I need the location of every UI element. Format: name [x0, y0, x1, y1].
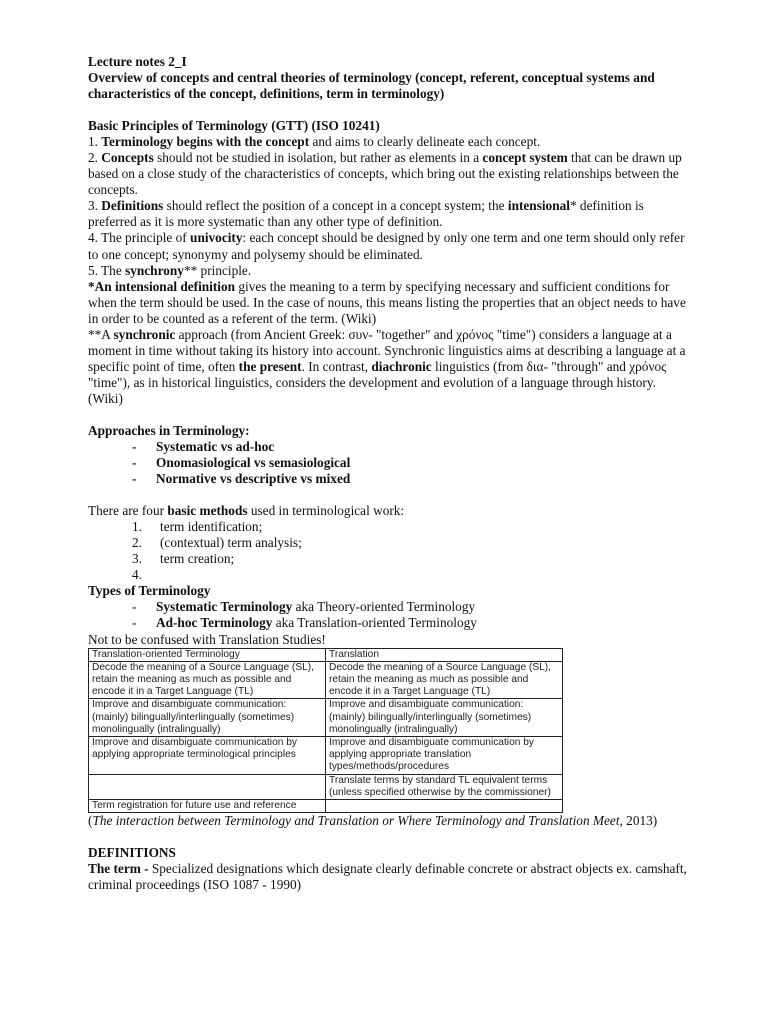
table-cell: Term registration for future use and reference — [89, 799, 326, 812]
table-cell: Improve and disambiguate communication by applying appropriate terminological principles — [89, 736, 326, 774]
methods-list: 1. term identification; 2. (contextual) term analysis; 3. term creation; 4. — [88, 519, 688, 567]
list-item: 3. term creation; — [132, 551, 235, 567]
methods-intro: There are four basic methods used in terminological work: — [88, 503, 405, 519]
overview-heading: Overview of concepts and central theories of terminology (concept, referent, conceptual systems and characteristics of the concept, definitions, term in terminology) — [88, 70, 655, 102]
table-header-cell: Translation-oriented Terminology — [89, 648, 326, 661]
table-cell: Improve and disambiguate communication: (mainly) bilingually/interlingually (sometimes) monolingually (intralingually) — [89, 699, 326, 737]
table-header-cell: Translation — [326, 648, 563, 661]
table-cell: Decode the meaning of a Source Language (SL), retain the meaning as much as possible and encode it in a Target Language (TL) — [89, 661, 326, 699]
table-cell: Decode the meaning of a Source Language (SL), retain the meaning as much as possible and encode it in a Target Language (TL) — [326, 661, 563, 699]
table-row — [89, 736, 563, 774]
list-item: - Systematic vs ad-hoc — [132, 439, 275, 455]
table-row — [89, 799, 563, 812]
document-page — [88, 54, 688, 893]
table-cell: Translate terms by standard TL equivalent terms (unless specified otherwise by the commissioner) — [326, 774, 563, 799]
table-row — [89, 774, 563, 799]
definition-term: The term - Specialized designations which designate clearly definable concrete or abstract objects ex. camshaft, criminal proceedings (ISO 1087 - 1990) — [88, 861, 687, 893]
types-list — [88, 599, 688, 631]
lecture-title: Lecture notes 2_I — [88, 54, 187, 69]
list-item: - Normative vs descriptive vs mixed — [132, 471, 351, 487]
footnote-intensional: *An intensional definition gives the meaning to a term by specifying necessary and sufficient conditions for when the term should be used. In the case of nouns, this means listing the properties that an object needs to have in order to be counted as a referent of the term. (Wiki) — [88, 278, 686, 326]
table-cell: Improve and disambiguate communication by applying appropriate translation types/methods/procedures — [326, 736, 563, 774]
principle-5: 5. The synchrony** principle. — [88, 262, 252, 278]
principles-heading: Basic Principles of Terminology (GTT) (ISO 10241) — [88, 118, 380, 134]
approaches-heading: Approaches in Terminology: — [88, 422, 250, 438]
table-header-row — [89, 648, 563, 661]
list-item: 2. (contextual) term analysis; — [132, 535, 302, 551]
list-item: - Systematic Terminology aka Theory-oriented Terminology — [132, 599, 476, 615]
types-note: Not to be confused with Translation Studies! — [88, 631, 326, 647]
table-row — [89, 661, 563, 699]
table-caption: (The interaction between Terminology and Translation or Where Terminology and Translation Meet, 2013) — [88, 813, 658, 829]
definitions-heading: DEFINITIONS — [88, 845, 176, 861]
table-row — [89, 699, 563, 737]
types-heading: Types of Terminology — [88, 583, 211, 599]
approaches-list — [88, 439, 688, 487]
table-cell: Improve and disambiguate communication: (mainly) bilingually/interlingually (sometimes) monolingually (intralingually) — [326, 699, 563, 737]
principle-2: 2. Concepts should not be studied in isolation, but rather as elements in a concept system that can be drawn up based on a close study of the characteristics of concepts, which bring out the existing relationships between the concepts. — [88, 150, 682, 198]
principle-1: 1. Terminology begins with the concept and aims to clearly delineate each concept. — [88, 134, 541, 150]
list-item: - Onomasiological vs semasiological — [132, 455, 351, 471]
table-cell — [326, 799, 563, 812]
list-item: - Ad-hoc Terminology aka Translation-oriented Terminology — [132, 615, 477, 631]
comparison-table — [88, 648, 563, 814]
list-item: 1. term identification; — [132, 519, 263, 535]
footnote-synchronic: **A synchronic approach (from Ancient Greek: συν- "together" and χρόνος "time") considers a language at a moment in time without taking its history into account. Synchronic linguistics aims at describing a language at a specific point of time, often the present. In contrast, diachronic linguistics (from δια- "through" and χρόνος "time"), as in historical linguistics, considers the development and evolution of a language through history. (Wiki) — [88, 326, 686, 406]
principle-4: 4. The principle of univocity: each concept should be designed by only one term and one term should only refer to one concept; synonymy and polysemy should be eliminated. — [88, 230, 685, 262]
table-cell — [89, 774, 326, 799]
principle-3: 3. Definitions should reflect the position of a concept in a concept system; the intensional* definition is preferred as it is more systematic than any other type of definition. — [88, 198, 644, 230]
